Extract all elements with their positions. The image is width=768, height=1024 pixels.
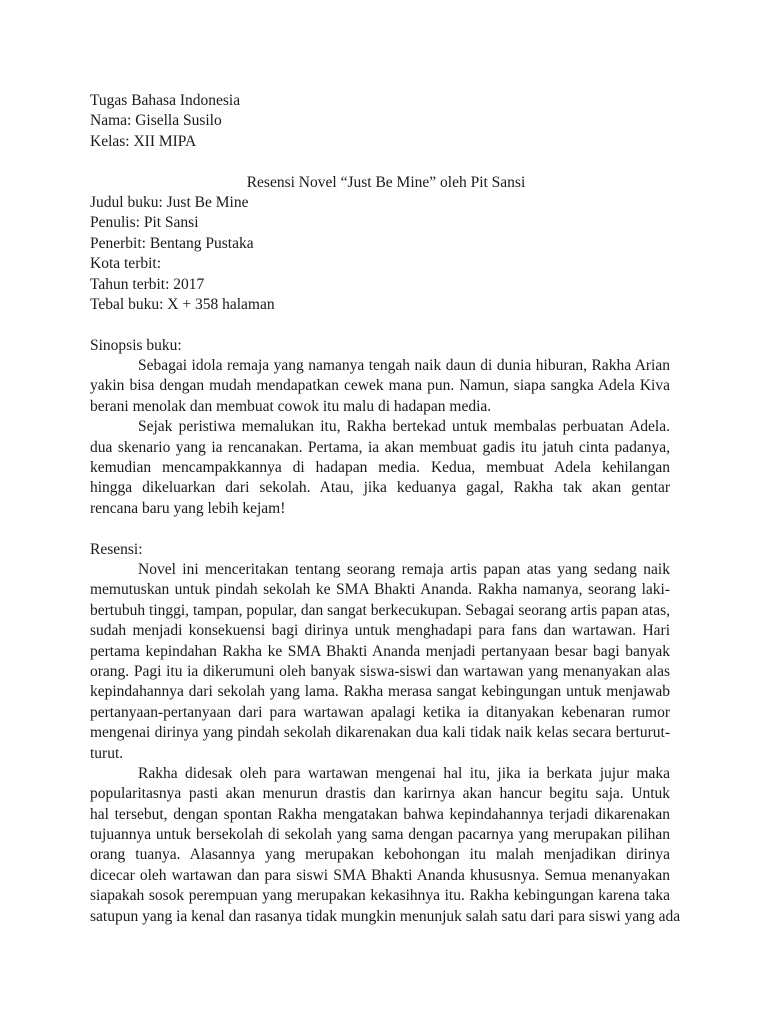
review-paragraph [90, 764, 681, 927]
review-paragraph-line: kepindahannya dari sekolah yang lama. Rakha merasa sangat kebingungan untuk menjawab [90, 683, 670, 701]
document-title: Resensi Novel “Just Be Mine” oleh Pit Sansi [246, 173, 526, 191]
assignment-line: Tugas Bahasa Indonesia [90, 92, 241, 109]
book-info-block [90, 193, 670, 315]
synopsis-paragraph-line: Sebagai idola remaja yang namanya tengah naik daun di dunia hiburan, Rakha Arian [138, 357, 670, 375]
review-paragraph-line: memutuskan untuk pindah sekolah ke SMA Bhakti Ananda. Rakha namanya, seorang laki- [90, 581, 670, 599]
review-section [90, 540, 681, 927]
synopsis-paragraph-line: hingga dikeluarkan dari sekolah. Atau, jika keduanya gagal, Rakha tak akan gentar [90, 479, 670, 497]
review-paragraph-line: dicecar oleh wartawan dan para siswi SMA Bhakti Ananda khususnya. Semua menanyakan [90, 866, 670, 884]
synopsis-paragraph [90, 356, 670, 417]
review-paragraph-line: siapakah sosok perempuan yang merupakan kekasihnya itu. Rakha kebingungan karena taka [90, 887, 670, 905]
synopsis-paragraphs [90, 356, 670, 519]
review-paragraph-line: orang. Pagi itu ia dikerumuni oleh banyak siswa-siswi dan wartawan yang menanyakan alas [90, 662, 670, 680]
review-paragraph-line: tujuannya untuk bersekolah di sekolah yang sama dengan pacarnya yang merupakan pilihan [90, 826, 670, 844]
blank-line [90, 152, 670, 172]
synopsis-paragraph-line: Sejak peristiwa memalukan itu, Rakha bertekad untuk membalas perbuatan Adela. [138, 418, 670, 436]
review-paragraph-line: orang tuanya. Alasannya yang merupakan kebohongan itu malah menjadikan dirinya [90, 846, 670, 864]
review-paragraph-line: hal tersebut, dengan spontan Rakha mengatakan bahwa kepindahannya terjadi dikarenakan [90, 805, 670, 823]
review-paragraph-line: popularitasnya pasti akan menurun drastis dan karirnya akan hancur begitu saja. Untuk [90, 785, 670, 803]
synopsis-section [90, 336, 670, 520]
synopsis-paragraph-line: berani menolak dan membuat cowok itu malu di hadapan media. [90, 397, 492, 415]
book-year-line: Tahun terbit: 2017 [90, 275, 205, 293]
student-class-line: Kelas: XII MIPA [90, 132, 197, 150]
book-publisher-line: Penerbit: Bentang Pustaka [90, 234, 254, 252]
header-block [90, 91, 670, 152]
document-body [90, 91, 681, 927]
review-paragraph [90, 560, 670, 764]
review-paragraph-line: turut. [90, 744, 124, 762]
book-city-line: Kota terbit: [90, 255, 162, 273]
review-paragraphs [90, 560, 681, 927]
review-paragraph-line: mengenai dirinya yang pindah sekolah dikarenakan dua kali tidak naik kelas secara berturut- [90, 724, 670, 742]
synopsis-heading: Sinopsis buku: [90, 336, 182, 354]
synopsis-paragraph-line: yakin bisa dengan mudah mendapatkan cewek mana pun. Namun, siapa sangka Adela Kiva [90, 377, 670, 395]
review-paragraph-line: sudah menjadi konsekuensi bagi dirinya untuk menghadapi para fans dan wartawan. Hari [90, 622, 670, 640]
blank-line [90, 315, 670, 335]
synopsis-paragraph [90, 417, 670, 519]
synopsis-paragraph-line: dua skenario yang ia rencanakan. Pertama, ia akan membuat gadis itu jatuh cinta padanya, [90, 438, 670, 456]
book-title-line: Judul buku: Just Be Mine [90, 193, 249, 211]
review-paragraph-line: satupun yang ia kenal dan rasanya tidak mungkin menunjuk salah satu dari para siswi yang ada [90, 907, 681, 925]
student-name-line: Nama: Gisella Susilo [90, 112, 222, 130]
review-paragraph-line: Rakha didesak oleh para wartawan mengenai hal itu, jika ia berkata jujur maka [138, 764, 670, 782]
review-paragraph-line: Novel ini menceritakan tentang seorang remaja artis papan atas yang sedang naik [138, 560, 670, 578]
book-author-line: Penulis: Pit Sansi [90, 214, 199, 232]
synopsis-paragraph-line: rencana baru yang lebih kejam! [90, 499, 286, 517]
review-heading: Resensi: [90, 540, 143, 558]
review-paragraph-line: pertanyaan-pertanyaan dari para wartawan apalagi ketika ia ditanyakan kebenaran rumor [90, 703, 670, 721]
review-paragraph-line: pertama kepindahan Rakha ke SMA Bhakti Ananda menjadi pertanyaan besar bagi banyak [90, 642, 670, 660]
synopsis-paragraph-line: kemudian mencampakkannya di hadapan media. Kedua, membuat Adela kehilangan [90, 459, 670, 477]
blank-line [90, 519, 670, 539]
book-pages-line: Tebal buku: X + 358 halaman [90, 295, 275, 313]
review-paragraph-line: bertubuh tinggi, tampan, popular, dan sangat berkecukupan. Sebagai seorang artis papan atas, [90, 601, 670, 619]
